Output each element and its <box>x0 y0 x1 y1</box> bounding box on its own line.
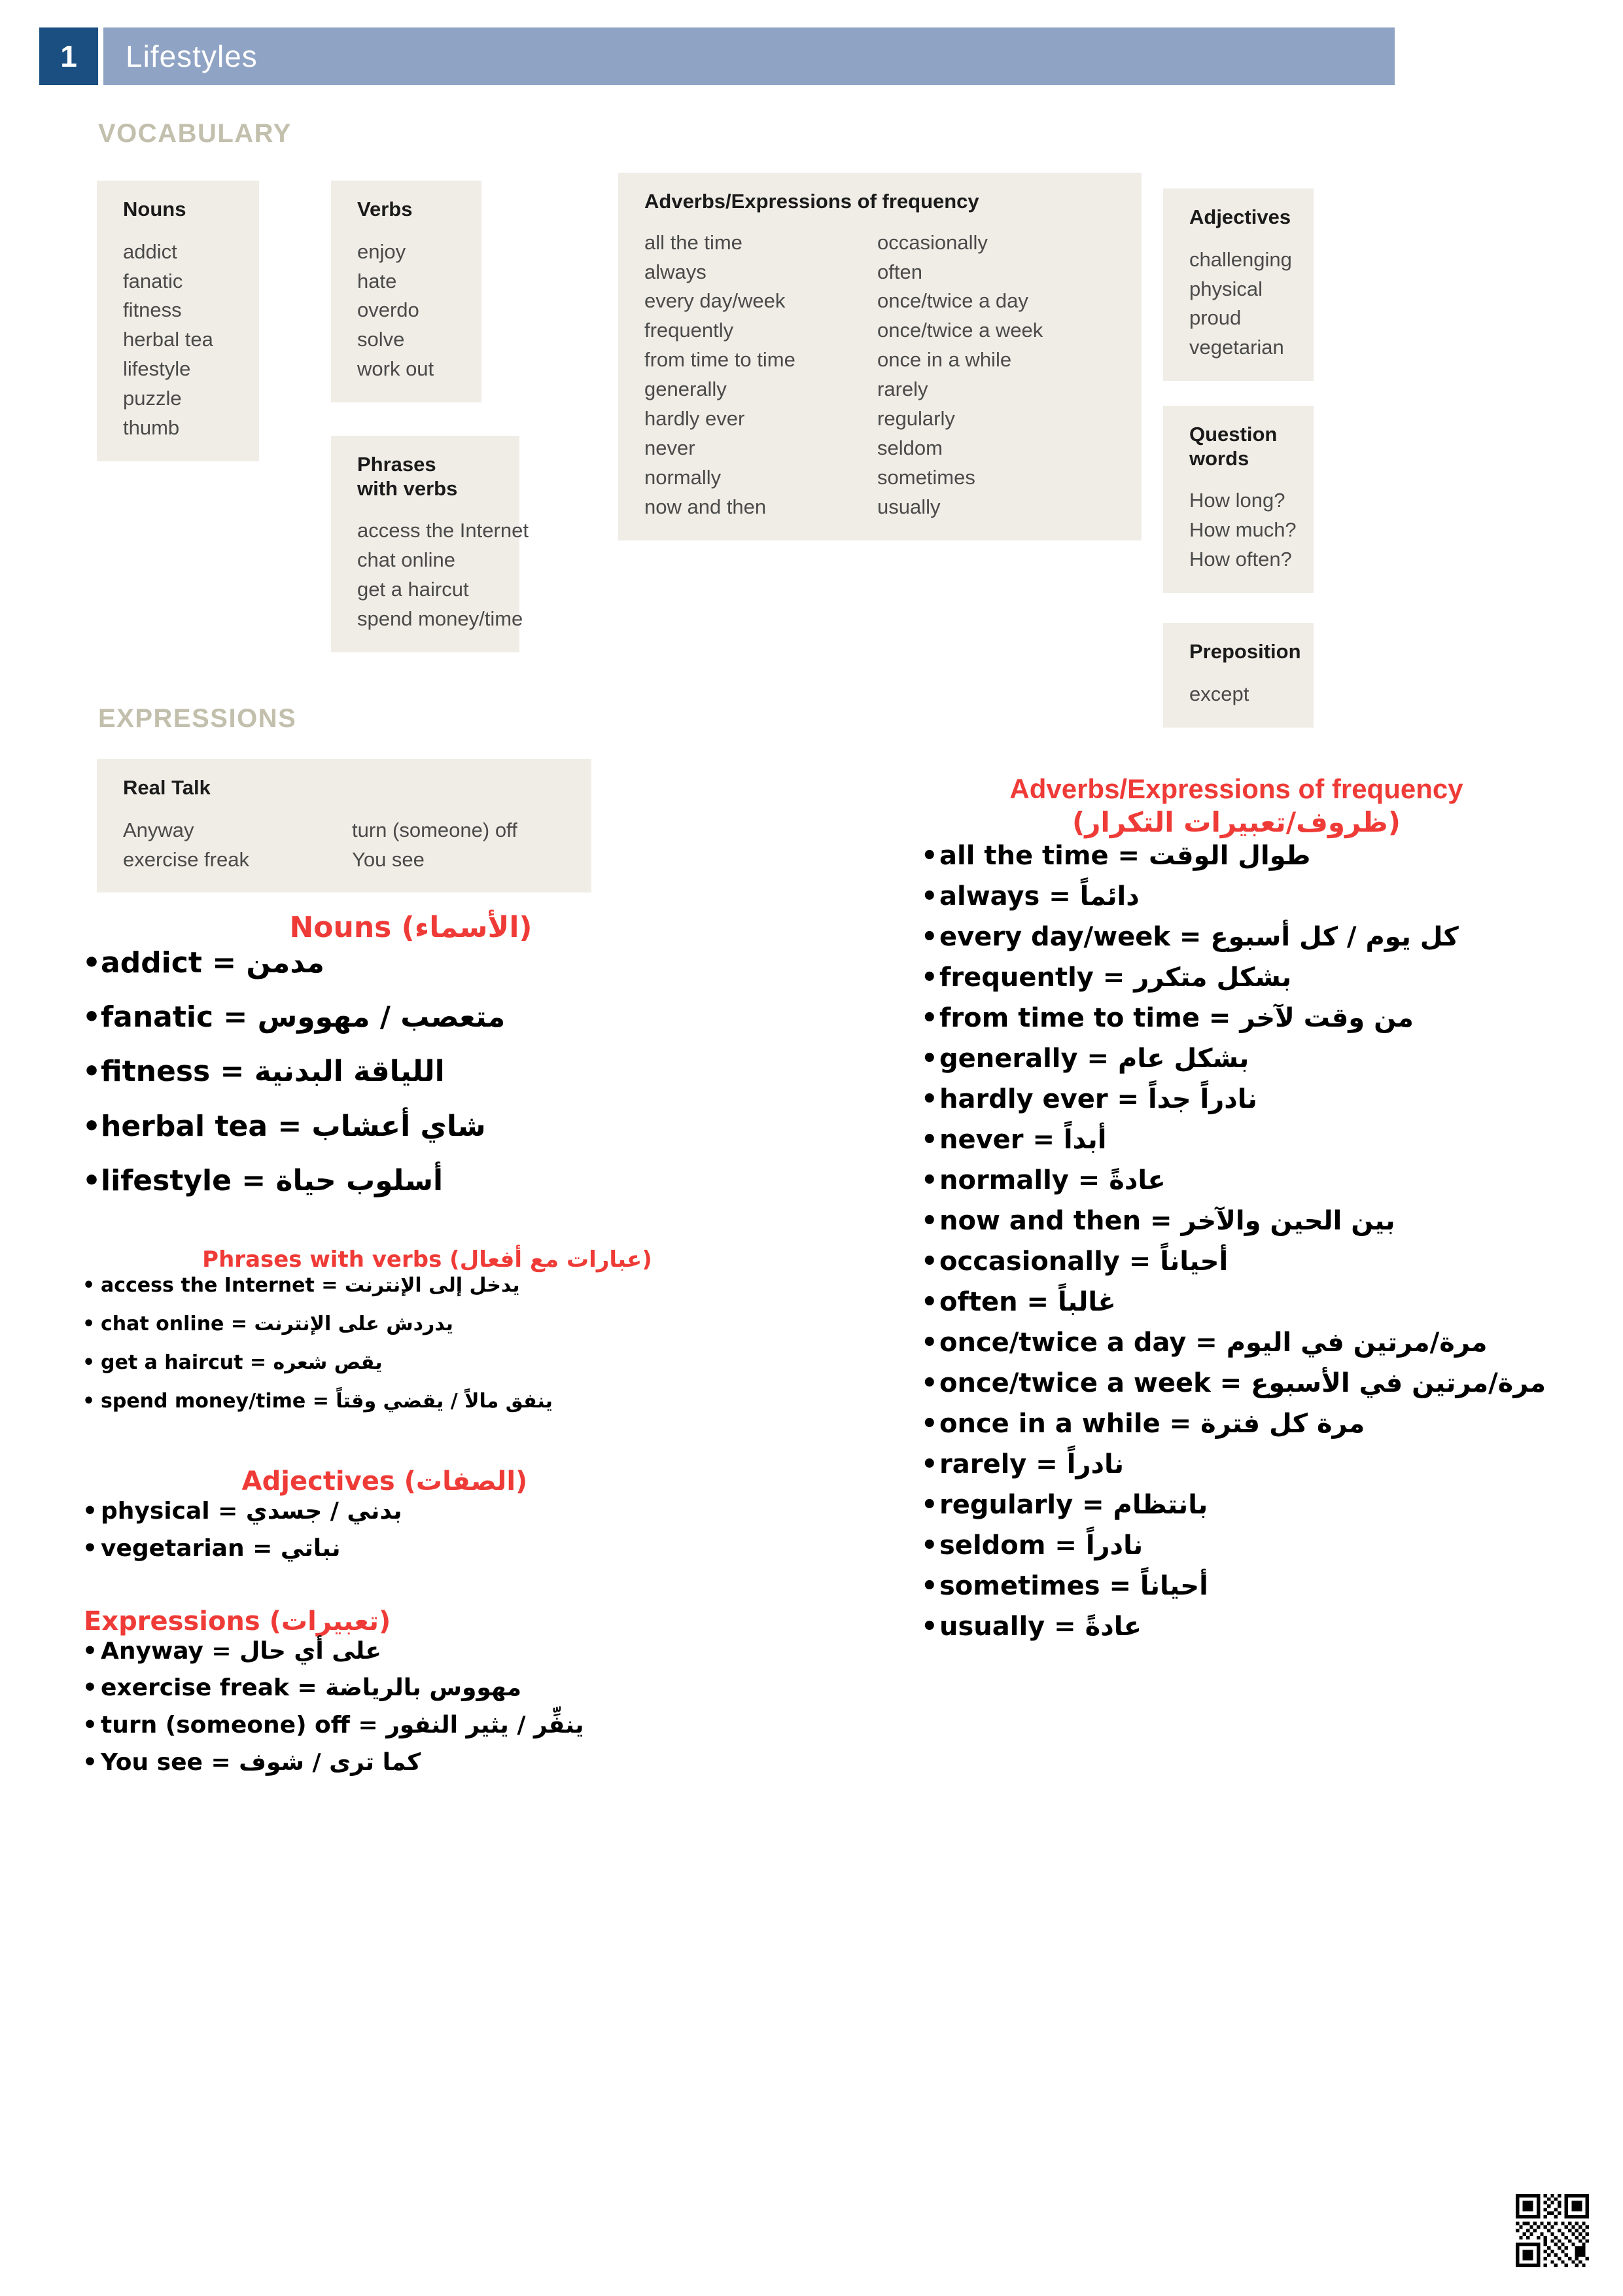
list-item: never <box>644 436 695 460</box>
spacer <box>77 1216 823 1246</box>
translation-item: • herbal tea = شاي أعشاب <box>77 1108 823 1145</box>
translation-item: • never = أبداً <box>916 1123 1557 1157</box>
list-item: chat online <box>357 548 455 572</box>
translation-item: • vegetarian = نباتي <box>77 1534 823 1564</box>
translation-item: • once in a while = مرة كل فترة <box>916 1407 1557 1441</box>
list-item: rarely <box>877 378 928 401</box>
list-item: all the time <box>644 230 742 254</box>
list-item: fitness <box>123 298 182 322</box>
list-item: seldom <box>877 436 943 460</box>
translation-list-adverbs <box>916 839 1557 1644</box>
list-item: turn (someone) off <box>352 818 517 841</box>
list-item: solve <box>357 328 405 351</box>
list-item: hate <box>357 269 397 292</box>
spacer <box>77 1427 823 1466</box>
vocab-list-column-1 <box>644 228 841 522</box>
list-item: fanatic <box>123 269 183 292</box>
unit-number-badge: 1 <box>39 27 98 85</box>
list-item: lifestyle <box>123 357 191 381</box>
translation-item: • generally = بشكل عام <box>916 1042 1557 1076</box>
translation-item: • rarely = نادراً <box>916 1447 1557 1481</box>
translation-item: • once/twice a day = مرة/مرتين في اليوم <box>916 1326 1557 1360</box>
list-item: sometimes <box>877 466 975 489</box>
list-item: except <box>1189 682 1249 705</box>
translation-item: • sometimes = أحياناً <box>916 1569 1557 1603</box>
vocab-box-preposition <box>1163 623 1314 728</box>
expressions-section-label: EXPRESSIONS <box>98 704 297 733</box>
list-item: usually <box>877 495 941 519</box>
list-item: always <box>644 260 707 283</box>
vocab-box-title-line2: words <box>1189 446 1249 470</box>
vocab-box-title: Adjectives <box>1189 205 1291 228</box>
list-item: frequently <box>644 319 734 342</box>
vocab-box-adjectives <box>1163 188 1314 381</box>
translation-item: • seldom = نادراً <box>916 1528 1557 1563</box>
translation-item: • usually = عادةً <box>916 1610 1557 1644</box>
translation-heading-adverbs <box>916 772 1557 839</box>
list-item: regularly <box>877 407 955 431</box>
list-item: spend money/time <box>357 607 523 630</box>
translations-left-column <box>77 911 823 1785</box>
spacer <box>77 1571 823 1606</box>
translation-heading-nouns: Nouns (الأسماء) <box>289 911 532 944</box>
list-item: often <box>877 260 922 283</box>
translation-item: • fanatic = متعصب / مهووس <box>77 998 823 1036</box>
list-item: every day/week <box>644 289 786 313</box>
vocab-two-column <box>644 228 1119 522</box>
list-item: work out <box>357 357 434 381</box>
translation-item: • turn (someone) off = ينفِّر / يثير النفور <box>77 1710 823 1741</box>
translations-right-column <box>916 772 1557 1650</box>
vocab-list <box>357 516 529 634</box>
translation-item: • lifestyle = أسلوب حياة <box>77 1162 823 1199</box>
vocab-box-real-talk <box>97 759 591 892</box>
vocab-box-title: Verbs <box>357 198 413 221</box>
list-item: normally <box>644 466 722 489</box>
vocab-box-title: Preposition <box>1189 640 1301 663</box>
list-item: get a haircut <box>357 578 469 601</box>
translation-item: • spend money/time = ينفق مالاً / يقضي وقتاً <box>77 1388 823 1414</box>
vocab-list-column-2 <box>877 228 1073 522</box>
translation-item: • every day/week = كل يوم / كل أسبوع <box>916 920 1557 954</box>
unit-header <box>39 27 1395 85</box>
translation-item: • occasionally = أحياناً <box>916 1245 1557 1279</box>
vocab-box-title: Nouns <box>123 198 186 221</box>
translation-list-expressions <box>77 1636 823 1778</box>
list-item: enjoy <box>357 239 406 263</box>
translation-heading-adverbs-ar: (ظروف/تعبيرات التكرار) <box>1072 806 1401 839</box>
list-item: once/twice a week <box>877 319 1043 342</box>
list-item: once in a while <box>877 348 1012 372</box>
vocab-box-verbs <box>331 181 481 402</box>
list-item: How often? <box>1189 548 1292 571</box>
vocab-box-nouns <box>97 181 259 461</box>
list-item: physical <box>1189 277 1263 300</box>
translation-item: • often = غالباً <box>916 1285 1557 1319</box>
translation-item: • exercise freak = مهووس بالرياضة <box>77 1673 823 1704</box>
vocab-box-title: Adverbs/Expressions of frequency <box>644 190 979 213</box>
translation-item: • access the Internet = يدخل إلى الإنترنت <box>77 1273 823 1298</box>
translation-item: • physical = بدني / جسدي <box>77 1496 823 1527</box>
translation-item: • You see = كما ترى / شوف <box>77 1748 823 1778</box>
list-item: Anyway <box>123 818 194 841</box>
vocab-list <box>123 238 237 444</box>
vocab-box-adverbs <box>618 173 1142 540</box>
list-item: How much? <box>1189 518 1297 542</box>
vocab-two-column <box>123 816 569 875</box>
translation-item: • frequently = بشكل متكرر <box>916 961 1557 995</box>
translation-list-nouns <box>77 944 823 1199</box>
list-item: occasionally <box>877 230 988 254</box>
list-item: access the Internet <box>357 519 529 542</box>
unit-title-bar <box>103 27 1395 85</box>
translation-item: • all the time = طوال الوقت <box>916 839 1557 873</box>
vocab-box-phrases-with-verbs <box>331 436 529 652</box>
translation-item: • chat online = يدردش على الإنترنت <box>77 1311 823 1337</box>
vocab-box-question-words <box>1163 406 1314 593</box>
vocab-list-column-2 <box>352 816 548 875</box>
vocab-list-column-1 <box>123 816 315 875</box>
translation-item: • regularly = بانتظام <box>916 1488 1557 1522</box>
list-item: once/twice a day <box>877 289 1028 313</box>
list-item: now and then <box>644 495 767 519</box>
list-item: overdo <box>357 298 419 322</box>
vocabulary-section-label: VOCABULARY <box>98 119 292 148</box>
translation-item: • fitness = اللياقة البدنية <box>77 1053 823 1090</box>
vocab-list <box>1189 680 1291 709</box>
translation-item: • normally = عادةً <box>916 1163 1557 1197</box>
list-item: How long? <box>1189 489 1285 512</box>
vocab-box-title: Real Talk <box>123 776 211 799</box>
vocab-box-title-line1: Phrases <box>357 453 436 476</box>
list-item: exercise freak <box>123 847 249 871</box>
translation-heading-adverbs-en: Adverbs/Expressions of frequency <box>1009 773 1463 804</box>
translation-list-adjectives <box>77 1496 823 1564</box>
list-item: challenging <box>1189 247 1292 271</box>
translation-item: • hardly ever = نادراً جداً <box>916 1082 1557 1116</box>
qr-code[interactable] <box>1516 2194 1589 2267</box>
page-title: Lifestyles <box>126 39 258 73</box>
list-item: hardly ever <box>644 407 745 431</box>
list-item: from time to time <box>644 348 795 372</box>
translation-item: • get a haircut = يقص شعره <box>77 1350 823 1375</box>
translation-list-phrases-with-verbs <box>77 1273 823 1414</box>
vocab-list <box>357 238 459 385</box>
translation-heading-phrases-with-verbs: Phrases with verbs (عبارات مع أفعال) <box>202 1246 652 1273</box>
translation-item: • Anyway = على أي حال <box>77 1636 823 1667</box>
vocab-box-title-line2: with verbs <box>357 476 458 500</box>
translation-item: • now and then = بين الحين والآخر <box>916 1204 1557 1238</box>
translation-item: • addict = مدمن <box>77 944 823 981</box>
list-item: generally <box>644 378 727 401</box>
list-item: vegetarian <box>1189 336 1284 359</box>
vocab-list <box>1189 486 1297 574</box>
list-item: You see <box>352 847 425 871</box>
translation-item: • always = دائماً <box>916 879 1557 913</box>
translation-item: • once/twice a week = مرة/مرتين في الأسبوع <box>916 1366 1557 1400</box>
list-item: proud <box>1189 306 1242 330</box>
list-item: herbal tea <box>123 328 213 351</box>
list-item: addict <box>123 239 177 263</box>
translation-heading-expressions: Expressions (تعبيرات) <box>84 1606 391 1636</box>
vocab-box-title <box>357 453 497 501</box>
vocab-box-title-line1: Question <box>1189 423 1278 446</box>
list-item: thumb <box>123 416 180 440</box>
vocab-list <box>1189 245 1291 363</box>
translation-heading-adjectives: Adjectives (الصفات) <box>241 1466 528 1496</box>
vocab-box-title <box>1189 423 1291 470</box>
translation-item: • from time to time = من وقت لآخر <box>916 1001 1557 1035</box>
list-item: puzzle <box>123 387 182 410</box>
